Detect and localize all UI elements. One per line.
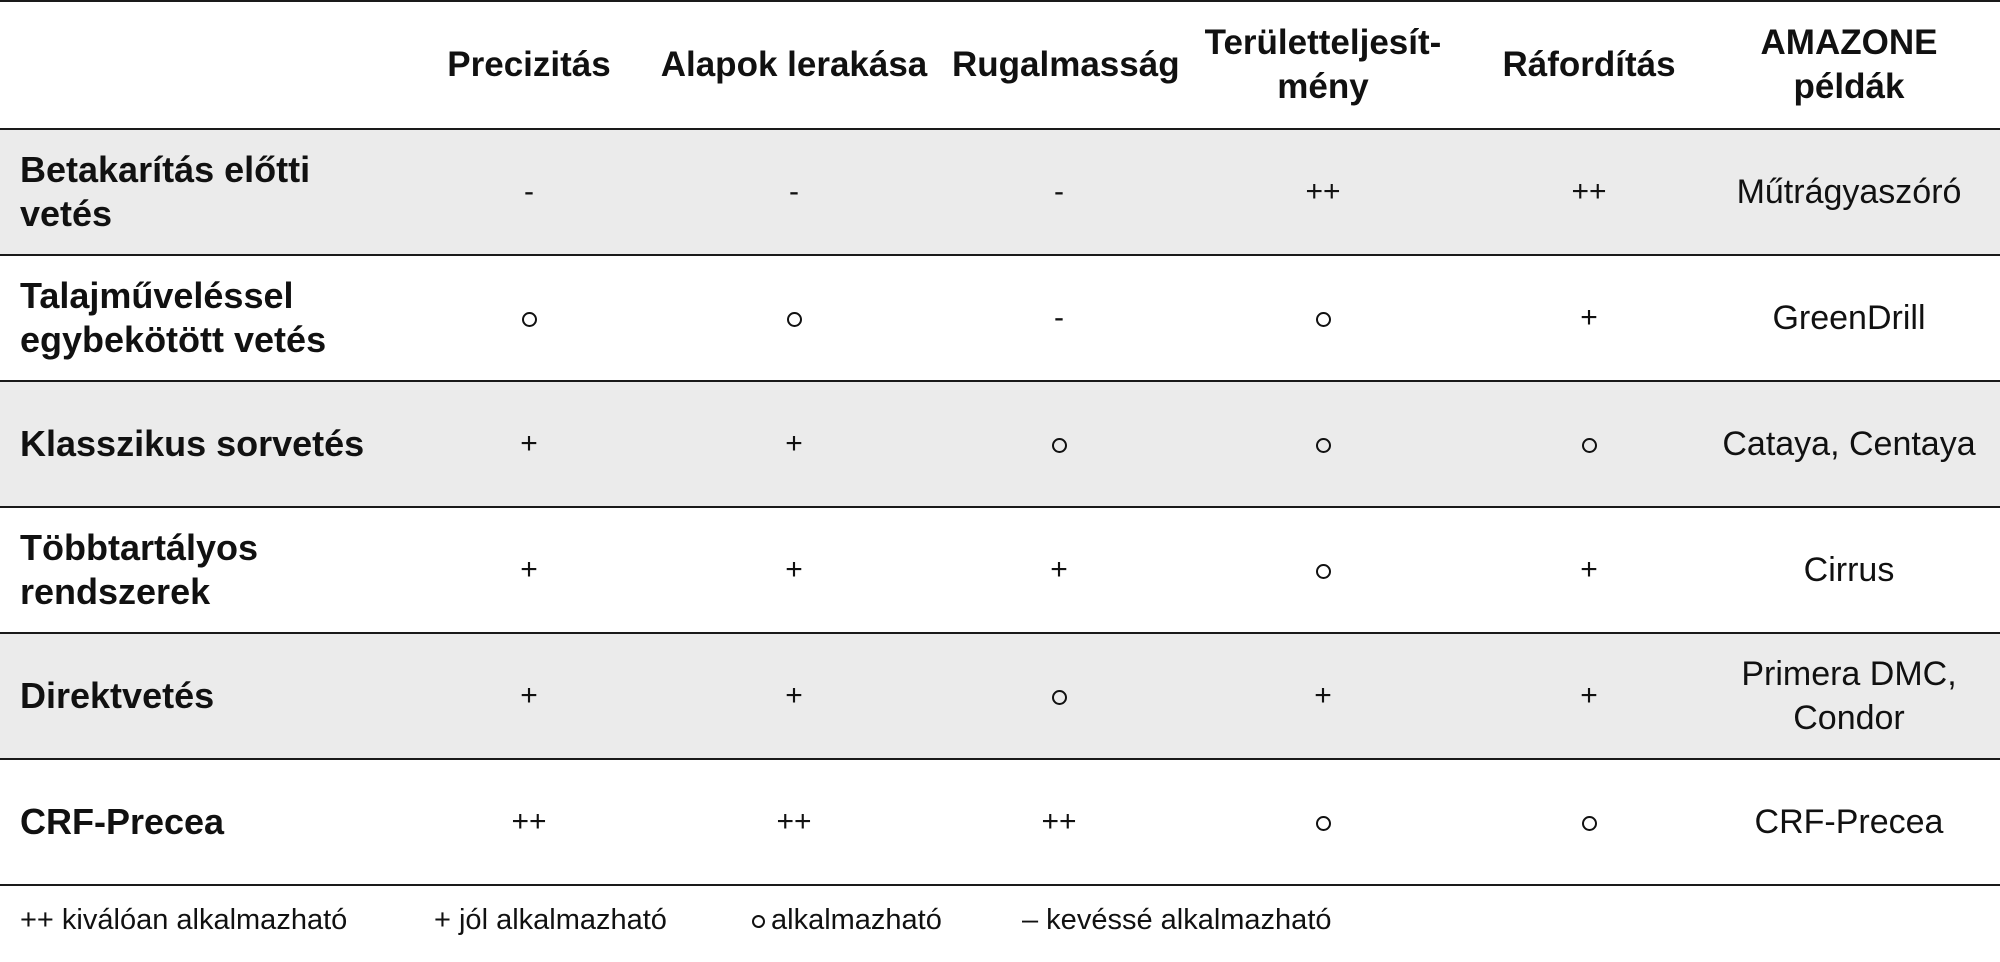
table-row [0, 634, 2000, 760]
example-cell: Cirrus [1803, 551, 1895, 589]
rating-cell: ++ [776, 805, 812, 838]
rating-cell: - [789, 175, 799, 208]
example-cell: Műtrágyaszóró [1736, 173, 1962, 211]
rating-cell: + [785, 427, 803, 460]
rating-cell [422, 296, 636, 340]
rating-cell: ++ [1041, 805, 1077, 838]
rating-cell: + [520, 427, 538, 460]
table-row [0, 508, 2000, 634]
rating-cell: ++ [511, 805, 547, 838]
rating-cell [1166, 422, 1480, 466]
rating-cell: - [1054, 175, 1064, 208]
rating-cell [1166, 296, 1480, 340]
example-cell: CRF-Precea [1754, 803, 1944, 841]
header-rugalmassag: Rugalmasság [952, 45, 1180, 84]
circle-icon [522, 312, 537, 327]
header-raforditas: Ráfordítás [1502, 45, 1676, 84]
circle-icon [1052, 438, 1067, 453]
table-body [0, 130, 2000, 886]
row-label: Betakarítás előtti vetés [20, 149, 311, 234]
circle-icon [1316, 312, 1331, 327]
table-header-row [0, 0, 2000, 130]
table-row [0, 382, 2000, 508]
circle-icon [1582, 438, 1597, 453]
header-alapok-lerakasa: Alapok lerakása [660, 45, 928, 84]
rating-cell [1480, 800, 1698, 844]
circle-icon [1316, 816, 1331, 831]
rating-cell: + [1580, 301, 1598, 334]
example-cell: Cataya, Centaya [1722, 425, 1976, 463]
legend-excellent: ++ kiválóan alkalmazható [20, 904, 348, 936]
circle-icon [1316, 564, 1331, 579]
rating-cell: ++ [1305, 175, 1341, 208]
circle-icon [1316, 438, 1331, 453]
rating-cell [1166, 548, 1480, 592]
rating-cell: - [524, 175, 534, 208]
circle-icon [787, 312, 802, 327]
rating-cell: ++ [1571, 175, 1607, 208]
rating-cell: + [520, 553, 538, 586]
header-teruletteljesitmeny: Területteljesít- mény [1204, 23, 1442, 106]
circle-icon [1582, 816, 1597, 831]
rating-cell: + [785, 553, 803, 586]
row-label: Többtartályos rendszerek [20, 527, 259, 612]
rating-cell: + [785, 679, 803, 712]
example-cell: Primera DMC, Condor [1741, 655, 1957, 737]
rating-cell [1166, 800, 1480, 844]
circle-icon [752, 915, 765, 928]
table-row [0, 256, 2000, 382]
header-amazone-peldak: AMAZONE példák [1760, 23, 1938, 106]
legend-poor: – kevéssé alkalmazható [1022, 904, 1332, 936]
row-label: Talajműveléssel egybekötött vetés [20, 275, 327, 360]
rating-cell: + [520, 679, 538, 712]
rating-cell [952, 674, 1166, 718]
example-cell: GreenDrill [1772, 299, 1926, 337]
circle-icon [1052, 690, 1067, 705]
rating-cell [1480, 422, 1698, 466]
rating-cell: - [1054, 301, 1064, 334]
row-label: Klasszikus sorvetés [20, 423, 365, 464]
legend [0, 898, 2000, 942]
rating-cell: + [1050, 553, 1068, 586]
rating-cell: + [1314, 679, 1332, 712]
rating-cell [636, 296, 952, 340]
legend-applicable: alkalmazható [752, 898, 942, 942]
row-label: Direktvetés [20, 675, 215, 716]
legend-good: + jól alkalmazható [434, 904, 667, 936]
table-row [0, 130, 2000, 256]
rating-cell: + [1580, 679, 1598, 712]
header-precizitas: Precizitás [447, 45, 611, 84]
table-row [0, 760, 2000, 886]
rating-cell: + [1580, 553, 1598, 586]
row-label: CRF-Precea [20, 801, 225, 842]
rating-cell [952, 422, 1166, 466]
